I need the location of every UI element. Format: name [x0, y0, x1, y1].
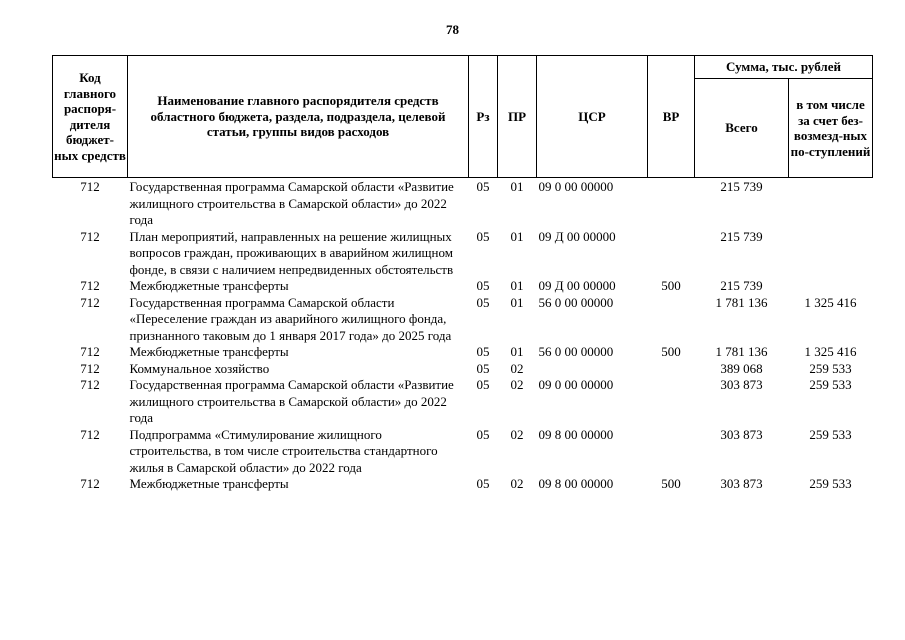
cell-pr: 02 — [510, 377, 524, 392]
cell-pr: 02 — [510, 476, 524, 491]
cell-pr: 01 — [510, 228, 524, 244]
table-row — [53, 361, 873, 378]
cell-vr — [648, 178, 695, 229]
header-total: Всего — [695, 79, 789, 178]
table-row — [53, 278, 873, 295]
cell-incl — [789, 278, 873, 295]
cell-code: 712 — [80, 377, 100, 392]
cell-vr: 500 — [661, 278, 681, 293]
cell-csr — [537, 361, 648, 378]
table-row — [53, 178, 873, 229]
cell-vr — [648, 377, 695, 427]
cell-vr — [648, 229, 695, 279]
budget-table — [52, 55, 873, 493]
cell-code: 712 — [80, 278, 100, 293]
cell-vr: 500 — [661, 344, 681, 359]
cell-csr: 09 Д 00 00000 — [538, 278, 616, 293]
cell-name: Межбюджетные трансферты — [129, 344, 289, 359]
cell-total: 1 781 136 — [715, 294, 768, 310]
header-vr: ВР — [648, 56, 695, 178]
table-row — [53, 295, 873, 345]
cell-vr — [648, 295, 695, 345]
cell-csr: 09 0 00 00000 — [538, 377, 614, 392]
table-row — [53, 377, 873, 427]
cell-vr — [648, 361, 695, 378]
cell-pr: 01 — [510, 278, 524, 293]
cell-name: Межбюджетные трансферты — [129, 476, 289, 491]
cell-incl: 1 325 416 — [804, 294, 857, 310]
cell-pr: 02 — [510, 426, 524, 442]
cell-csr: 09 Д 00 00000 — [538, 228, 616, 244]
cell-total: 215 739 — [720, 179, 763, 194]
table-row — [53, 476, 873, 493]
cell-rz: 05 — [476, 377, 490, 392]
cell-csr: 09 8 00 00000 — [538, 426, 614, 442]
cell-pr: 01 — [510, 344, 524, 359]
cell-name: Государственная программа Самарской области «Развитие жилищного строительства в Самарской области» до 2022 года — [129, 377, 454, 425]
header-incl: в том числе за счет без-возмезд-ных по-ступлений — [789, 79, 873, 178]
cell-code: 712 — [80, 360, 100, 376]
cell-pr: 01 — [510, 294, 524, 310]
header-csr: ЦСР — [537, 56, 648, 178]
cell-pr: 01 — [510, 179, 524, 194]
cell-incl: 1 325 416 — [804, 344, 857, 359]
cell-incl — [789, 229, 873, 279]
cell-rz: 05 — [476, 344, 490, 359]
cell-vr — [648, 427, 695, 477]
cell-incl: 259 533 — [809, 377, 852, 392]
table-row — [53, 229, 873, 279]
cell-rz: 05 — [476, 228, 490, 244]
cell-name: Коммунальное хозяйство — [129, 360, 270, 376]
cell-incl: 259 533 — [809, 426, 852, 442]
cell-incl — [789, 178, 873, 229]
table-row — [53, 427, 873, 477]
cell-pr: 02 — [510, 360, 524, 376]
cell-rz: 05 — [476, 360, 490, 376]
cell-name: Государственная программа Самарской области «Переселение граждан из аварийного жилищного фонда, признанного таковым до 1 января 2017 года» до 2025 года — [129, 294, 452, 343]
header-sum: Сумма, тыс. рублей — [695, 56, 873, 79]
cell-name: Государственная программа Самарской области «Развитие жилищного строительства в Самарской области» до 2022 года — [129, 179, 454, 227]
cell-code: 712 — [80, 294, 100, 310]
cell-name: Межбюджетные трансферты — [129, 278, 289, 293]
cell-rz: 05 — [476, 476, 490, 491]
header-code: Код главного распоря-дителя бюджет-ных средств — [53, 56, 128, 178]
cell-total: 389 068 — [720, 360, 763, 376]
cell-incl: 259 533 — [809, 360, 852, 376]
page-number: 78 — [446, 22, 459, 37]
header-rz: Рз — [469, 56, 498, 178]
cell-code: 712 — [80, 426, 100, 442]
cell-rz: 05 — [476, 426, 490, 442]
cell-total: 303 873 — [720, 426, 763, 442]
cell-csr: 56 0 00 00000 — [538, 344, 614, 359]
cell-total: 215 739 — [720, 228, 763, 244]
cell-csr: 09 8 00 00000 — [538, 476, 614, 491]
table-body — [53, 178, 873, 493]
cell-total: 215 739 — [720, 278, 763, 293]
header-name: Наименование главного распорядителя средств областного бюджета, раздела, подраздела, целевой статьи, группы видов расходов — [128, 56, 469, 178]
cell-code: 712 — [80, 344, 100, 359]
cell-rz: 05 — [476, 294, 490, 310]
cell-total: 303 873 — [720, 476, 763, 491]
cell-csr: 09 0 00 00000 — [538, 179, 614, 194]
header-pr: ПР — [498, 56, 537, 178]
cell-incl: 259 533 — [809, 476, 852, 491]
cell-total: 1 781 136 — [715, 344, 768, 359]
cell-code: 712 — [80, 228, 100, 244]
cell-vr: 500 — [661, 476, 681, 491]
cell-name: План мероприятий, направленных на решение жилищных вопросов граждан, проживающих в аварийном жилищном фонде, в связи с наличием непредвиденных обстоятельств — [129, 228, 454, 277]
cell-name: Подпрограмма «Стимулирование жилищного строительства, в том числе строительства стандартного жилья в Самарской области» до 2022 года — [129, 426, 438, 475]
cell-total: 303 873 — [720, 377, 763, 392]
cell-code: 712 — [80, 179, 100, 194]
table-header — [53, 56, 873, 178]
cell-rz: 05 — [476, 278, 490, 293]
table-row — [53, 344, 873, 361]
cell-code: 712 — [80, 476, 100, 491]
cell-rz: 05 — [476, 179, 490, 194]
cell-csr: 56 0 00 00000 — [538, 294, 614, 310]
